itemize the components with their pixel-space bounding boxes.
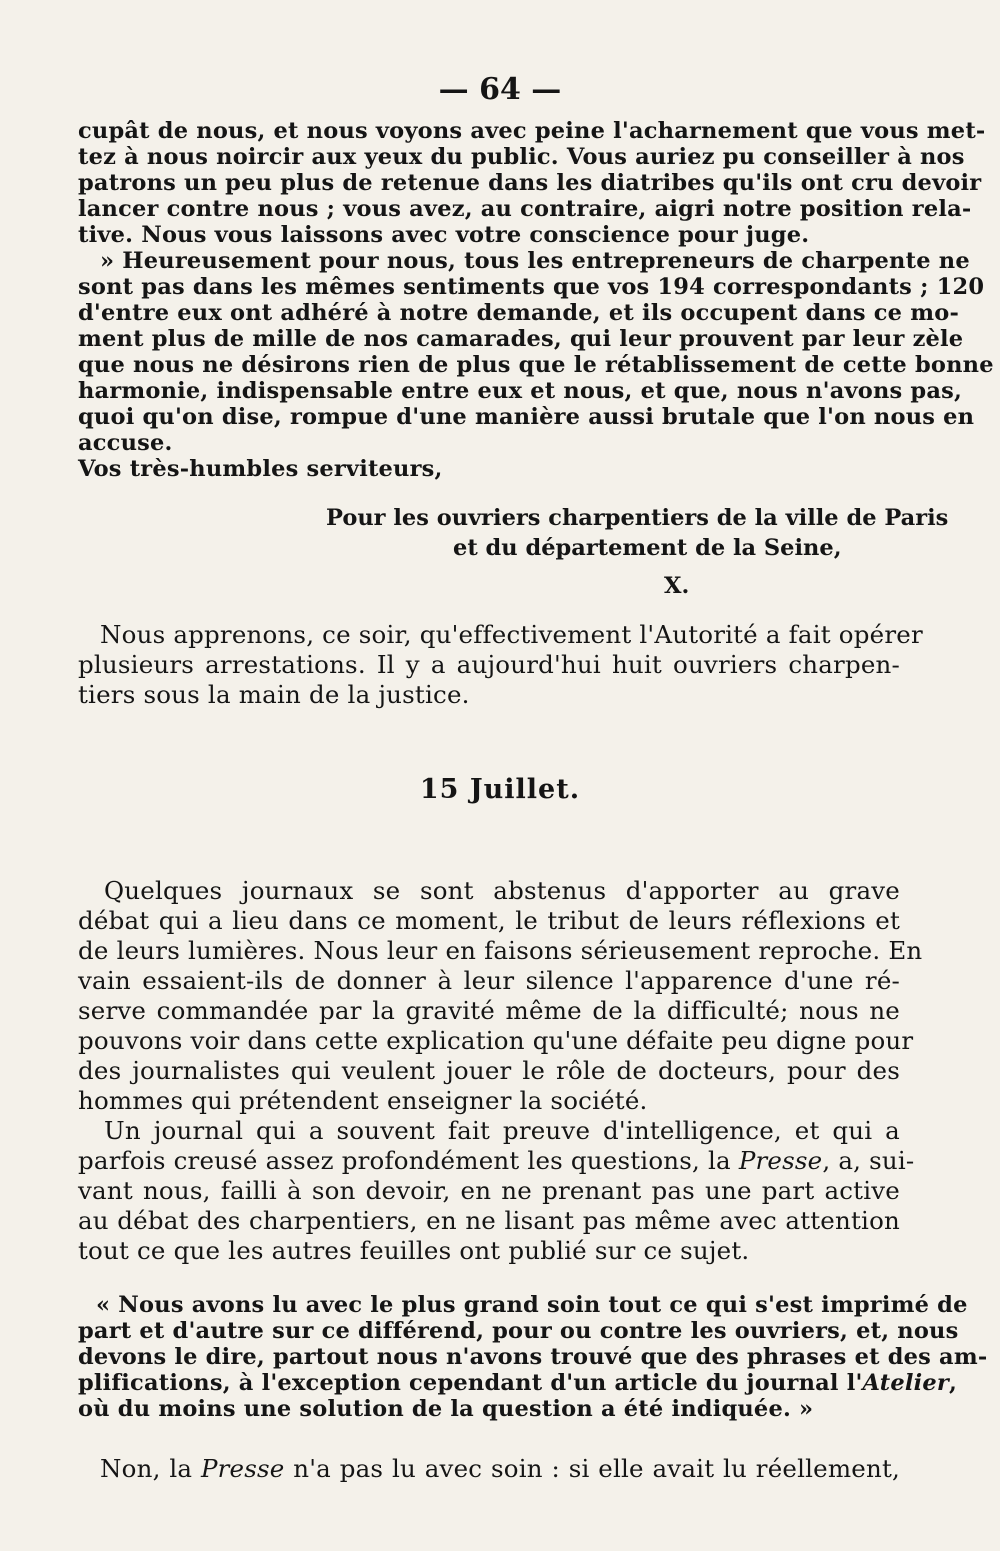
- date-heading: 15 Juillet.: [419, 774, 581, 805]
- signature-line-1: Pour les ouvriers charpentiers de la ville de Paris: [326, 505, 949, 531]
- paragraph-line: serve commandée par la gravité même de la difficulté; nous ne: [78, 996, 900, 1025]
- letter-line: lancer contre nous ; vous avez, au contraire, aigri notre position rela-: [78, 196, 972, 222]
- quote-line: « Nous avons lu avec le plus grand soin tout ce qui s'est imprimé de: [96, 1292, 968, 1318]
- newspaper-title: Presse: [200, 1454, 285, 1483]
- signature-line-2: et du département de la Seine,: [453, 535, 842, 561]
- paragraph-line: tout ce que les autres feuilles ont publié sur ce sujet.: [78, 1236, 750, 1265]
- letter-line: harmonie, indispensable entre eux et nous, et que, nous n'avons pas,: [78, 378, 963, 404]
- paragraph-line: de leurs lumières. Nous leur en faisons sérieusement reproche. En: [78, 936, 923, 965]
- paragraph-line: vant nous, failli à son devoir, en ne prenant pas une part active: [78, 1176, 900, 1205]
- letter-line: » Heureusement pour nous, tous les entrepreneurs de charpente ne: [100, 248, 970, 274]
- letter-closing: Vos très-humbles serviteurs,: [78, 456, 443, 482]
- paragraph-line: hommes qui prétendent enseigner la société.: [78, 1086, 648, 1115]
- signature-mark: X.: [664, 573, 690, 599]
- paragraph-line: au débat des charpentiers, en ne lisant pas même avec attention: [78, 1206, 900, 1235]
- newspaper-title: Presse: [738, 1146, 823, 1175]
- letter-line: tive. Nous vous laissons avec votre conscience pour juge.: [78, 222, 810, 248]
- text-run: n'a pas lu avec soin : si elle avait lu réellement,: [284, 1454, 901, 1483]
- paragraph-line: [78, 1454, 900, 1484]
- letter-line: quoi qu'on dise, rompue d'une manière aussi brutale que l'on nous en: [78, 404, 975, 430]
- letter-body: [78, 118, 994, 482]
- letter-line: accuse.: [78, 430, 173, 456]
- paragraph-line: Quelques journaux se sont abstenus d'apporter au grave: [104, 876, 900, 905]
- paragraph-line: Nous apprenons, ce soir, qu'effectivement l'Autorité a fait opérer: [100, 620, 923, 649]
- final-paragraph: [78, 1454, 900, 1484]
- paragraph-line: pouvons voir dans cette explication qu'une défaite peu digne pour: [78, 1026, 914, 1055]
- letter-line: d'entre eux ont adhéré à notre demande, et ils occupent dans ce mo-: [78, 300, 959, 326]
- letter-line: cupât de nous, et nous voyons avec peine l'acharnement que vous met-: [78, 118, 986, 144]
- quote-line: où du moins une solution de la question a été indiquée. »: [78, 1396, 814, 1422]
- paragraph-line: tiers sous la main de la justice.: [78, 680, 470, 709]
- letter-line: patrons un peu plus de retenue dans les diatribes qu'ils ont cru devoir: [78, 170, 982, 196]
- letter-line: sont pas dans les mêmes sentiments que vos 194 correspondants ; 120: [78, 274, 985, 300]
- paragraph-line: des journalistes qui veulent jouer le rôle de docteurs, pour des: [78, 1056, 900, 1085]
- paragraph-line: [78, 1146, 915, 1176]
- paragraph-line: plusieurs arrestations. Il y a aujourd'hui huit ouvriers charpen-: [78, 650, 900, 679]
- quote-line: part et d'autre sur ce différend, pour ou contre les ouvriers, et, nous: [78, 1318, 959, 1344]
- text-run: parfois creusé assez profondément les questions, la: [78, 1146, 739, 1175]
- letter-line: ment plus de mille de nos camarades, qui leur prouvent par leur zèle: [78, 326, 964, 352]
- paragraph-line: vain essaient-ils de donner à leur silence l'apparence d'une ré-: [78, 966, 900, 995]
- text-run: ,: [948, 1370, 958, 1396]
- section-body: [78, 876, 923, 1266]
- paragraph-line: Un journal qui a souvent fait preuve d'intelligence, et qui a: [104, 1116, 900, 1145]
- page-number: — 64 —: [438, 72, 562, 107]
- text-run: plifications, à l'exception cependant d'un article du journal l': [78, 1370, 863, 1396]
- paragraph-line: débat qui a lieu dans ce moment, le tribut de leurs réflexions et: [78, 906, 900, 935]
- quote-line: [78, 1370, 958, 1396]
- newspaper-title: Atelier: [862, 1370, 949, 1396]
- text-run: , a, sui-: [822, 1146, 915, 1175]
- text-run: Non, la: [100, 1454, 201, 1483]
- letter-line: tez à nous noircir aux yeux du public. Vous auriez pu conseiller à nos: [78, 144, 965, 170]
- arrest-paragraph: [78, 620, 923, 710]
- quote-block: [78, 1292, 988, 1422]
- quote-line: devons le dire, partout nous n'avons trouvé que des phrases et des am-: [78, 1344, 988, 1370]
- letter-line: que nous ne désirons rien de plus que le rétablissement de cette bonne: [78, 352, 994, 378]
